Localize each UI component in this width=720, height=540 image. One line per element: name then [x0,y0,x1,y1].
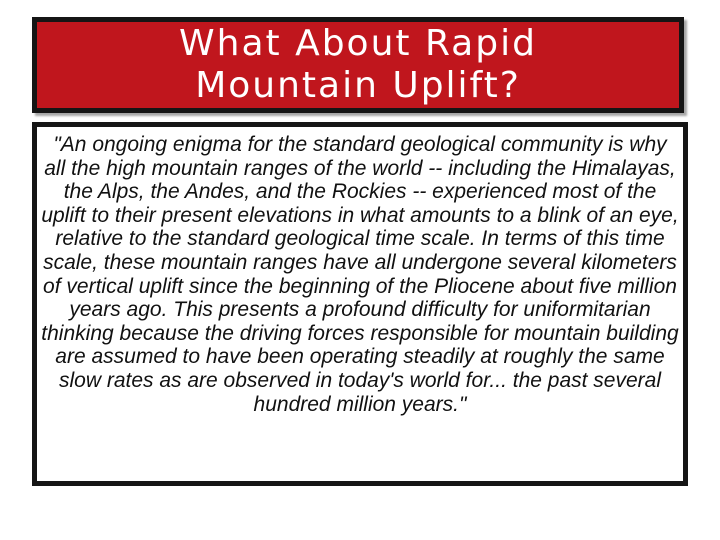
title-banner [32,17,684,113]
slide-title: What About Rapid Mountain Uplift? [179,23,537,106]
quote-box [32,122,688,486]
quote-text: "An ongoing enigma for the standard geological community is why all the high mountain ranges of the world -- including the Himalayas, the Alps, the Andes, and the Rockies -- experienced most of the uplift to their present elevations in what amounts to a blink of an eye, relative to the standard geological time scale. In terms of this time scale, these mountain ranges have all undergone several kilometers of vertical uplift since the beginning of the Pliocene about five million years ago. This presents a profound difficulty for uniformitarian thinking because the driving forces responsible for mountain building are assumed to have been operating steadily at roughly the same slow rates as are observed in today's world for... the past several hundred million years." [41,133,679,416]
